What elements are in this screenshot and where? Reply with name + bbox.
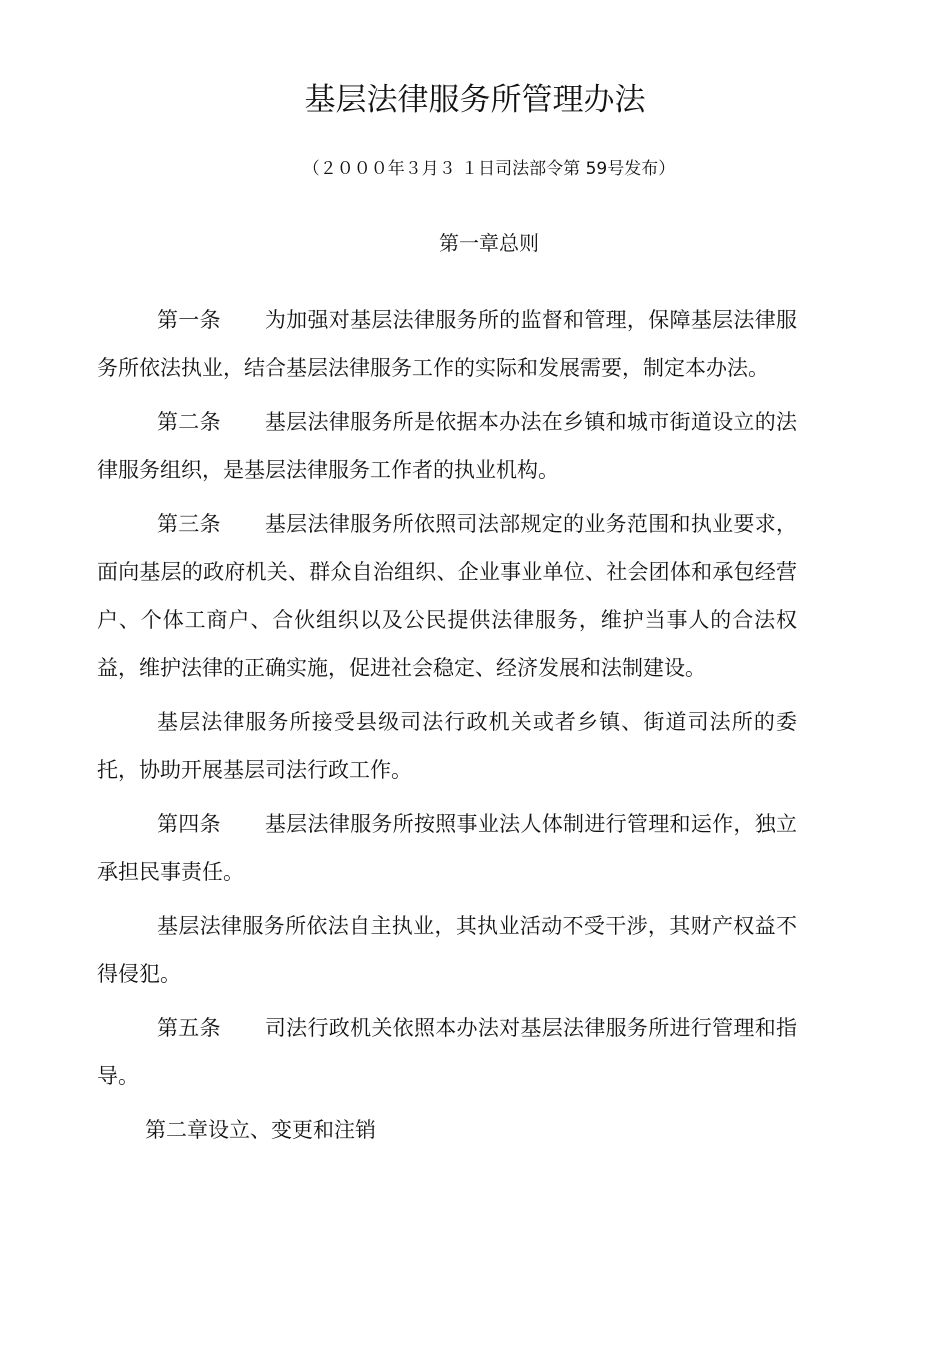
article-text: 基层法律服务所是依据本办法在乡镇和城市街道设立的法律服务组织，是基层法律服务工作者的执业机构。 xyxy=(97,410,797,482)
article-label: 第二条 xyxy=(157,410,221,434)
article-4-paragraph-2 xyxy=(97,902,797,998)
article-label: 第四条 xyxy=(157,812,221,836)
article-5 xyxy=(97,1004,797,1100)
article-text: 为加强对基层法律服务所的监督和管理，保障基层法律服务所依法执业，结合基层法律服务工作的实际和发展需要，制定本办法。 xyxy=(97,308,797,380)
article-3-paragraph-2 xyxy=(97,698,797,794)
chapter-heading: 第二章设立、变更和注销 xyxy=(145,1118,376,1142)
article-label: 第五条 xyxy=(157,1016,221,1040)
article-4 xyxy=(97,800,797,896)
article-label: 第三条 xyxy=(157,512,221,536)
article-2 xyxy=(97,398,797,494)
article-3 xyxy=(97,500,797,692)
document-title: 基层法律服务所管理办法 xyxy=(304,82,646,118)
document-body xyxy=(97,296,797,1154)
article-label: 第一条 xyxy=(157,308,221,332)
chapter-heading: 第一章总则 xyxy=(439,231,539,255)
article-1 xyxy=(97,296,797,392)
document-subtitle: （２０００年３月３ １日司法部令第 59号发布） xyxy=(302,159,676,179)
article-text: 基层法律服务所依法自主执业，其执业活动不受干涉，其财产权益不得侵犯。 xyxy=(97,914,797,986)
article-text: 基层法律服务所依照司法部规定的业务范围和执业要求，面向基层的政府机关、群众自治组织、企业事业单位、社会团体和承包经营户、个体工商户、合伙组织以及公民提供法律服务，维护当事人的合法权益，维护法律的正确实施，促进社会稳定、经济发展和法制建设。 xyxy=(97,512,797,680)
article-text: 基层法律服务所按照事业法人体制进行管理和运作，独立承担民事责任。 xyxy=(97,812,797,884)
article-text: 司法行政机关依照本办法对基层法律服务所进行管理和指导。 xyxy=(97,1016,797,1088)
article-text: 基层法律服务所接受县级司法行政机关或者乡镇、街道司法所的委托，协助开展基层司法行政工作。 xyxy=(97,710,797,782)
